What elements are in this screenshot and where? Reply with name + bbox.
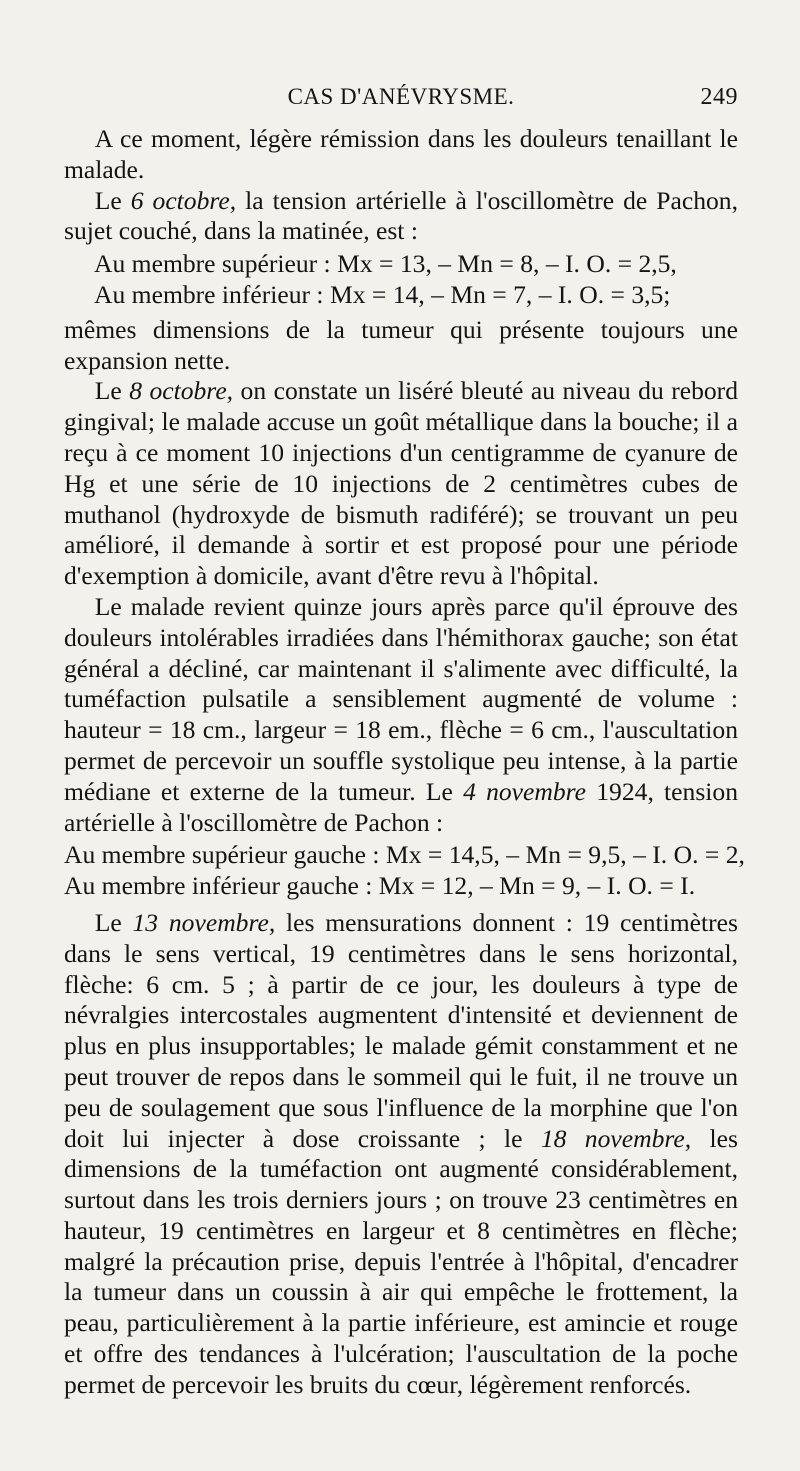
pressure-readings-2 xyxy=(64,840,745,902)
pressure-readings-1 xyxy=(64,249,738,311)
page-number: 249 xyxy=(700,84,738,110)
paragraph-2-start: Le xyxy=(94,185,131,215)
page-header xyxy=(64,84,738,124)
paragraph-6-middle: les mensurations donnent : 19 centimètres dans le sens vertical, 19 centimètres dans le sens horizontal, flèche: 6 cm. 5 ; à partir de ce jour, les douleurs à type de névralgies intercostales augmentent d'intensité et deviennent de plus en plus insupportables; le malade gémit constamment et ne peut trouver de repos dans le sommeil qui le fuit, il ne trouve un peu de soulagement que sous l'influence de la morphine que l'on doit lui injecter à dose croissante ; le xyxy=(64,907,738,1153)
paragraph-4 xyxy=(64,376,738,592)
paragraph-6-rest: les dimensions de la tuméfaction ont augmenté considérablement, surtout dans les trois derniers jours ; on trouve 23 centimètres en hauteur, 19 centimètres en largeur et 8 centimètres en flèche; malgré la précaution prise, depuis l'entrée à l'hôpital, d'encadrer la tumeur dans un coussin à air qui empêche le frottement, la peau, particulièrement à la partie inférieure, est amincie et rouge et offre des tendances à l'ulcération; l'auscultation de la poche permet de percevoir les bruits du cœur, légèrement renforcés. xyxy=(64,1123,738,1399)
reading-upper-limb-left: Au membre supérieur gauche : Mx = 14,5, – Mn = 9,5, – I. O. = 2, xyxy=(64,840,745,870)
paragraph-6-start: Le xyxy=(94,907,133,937)
date-6-octobre: 6 octobre, xyxy=(130,185,237,215)
paragraph-5-start: Le malade revient quinze jours après parce qu'il éprouve des douleurs intolérables irradiées dans l'hémithorax gauche; son état général a décliné, car maintenant il s'alimente avec difficulté, la tuméfaction pulsatile a sensiblement augmenté de volume : hauteur = 18 cm., largeur = 18 em., flèche = 6 cm., l'auscultation permet de percevoir un souffle systolique peu intense, à la partie médiane et externe de la tumeur. Le xyxy=(64,591,738,806)
paragraph-5-rest: 1924, tension artérielle à l'oscillomètre de Pachon : xyxy=(64,776,738,837)
paragraph-3: mêmes dimensions de la tumeur qui présente toujours une expansion nette. xyxy=(64,314,738,375)
running-title: CAS D'ANÉVRYSME. xyxy=(287,84,515,109)
paragraph-2 xyxy=(64,186,738,248)
paragraph-4-rest: on constate un liséré bleuté au niveau du rebord gingival; le malade accuse un goût métallique dans la bouche; il a reçu à ce moment 10 injections d'un centigramme de cyanure de Hg et une série de 10 injections de 2 centimètres cubes de muthanol (hydroxyde de bismuth radiféré); se trouvant un peu amélioré, il demande à sortir et est proposé pour une période d'exemption à domicile, avant d'être revu à l'hôpital. xyxy=(64,376,738,591)
paragraph-1: A ce moment, légère rémission dans les douleurs tenaillant le malade. xyxy=(64,124,738,184)
date-8-octobre: 8 octobre, xyxy=(129,376,234,406)
reading-lower-limb-left: Au membre inférieur gauche : Mx = 12, – Mn = 9, – I. O. = I. xyxy=(64,871,696,901)
page-body xyxy=(64,124,745,1401)
paragraph-5 xyxy=(64,592,738,838)
reading-lower-limb: Au membre inférieur : Mx = 14, – Mn = 7, – I. O. = 3,5; xyxy=(94,279,671,309)
paragraph-2-rest: la tension artérielle à l'oscillomètre de Pachon, sujet couché, dans la matinée, est : xyxy=(64,185,738,246)
date-18-novembre: 18 novembre, xyxy=(540,1123,692,1153)
paragraph-6 xyxy=(64,908,738,1401)
reading-upper-limb: Au membre supérieur : Mx = 13, – Mn = 8, – I. O. = 2,5, xyxy=(94,249,677,279)
paragraph-4-start: Le xyxy=(94,376,130,406)
date-4-novembre: 4 novembre xyxy=(463,776,587,806)
date-13-novembre: 13 novembre, xyxy=(132,907,276,937)
